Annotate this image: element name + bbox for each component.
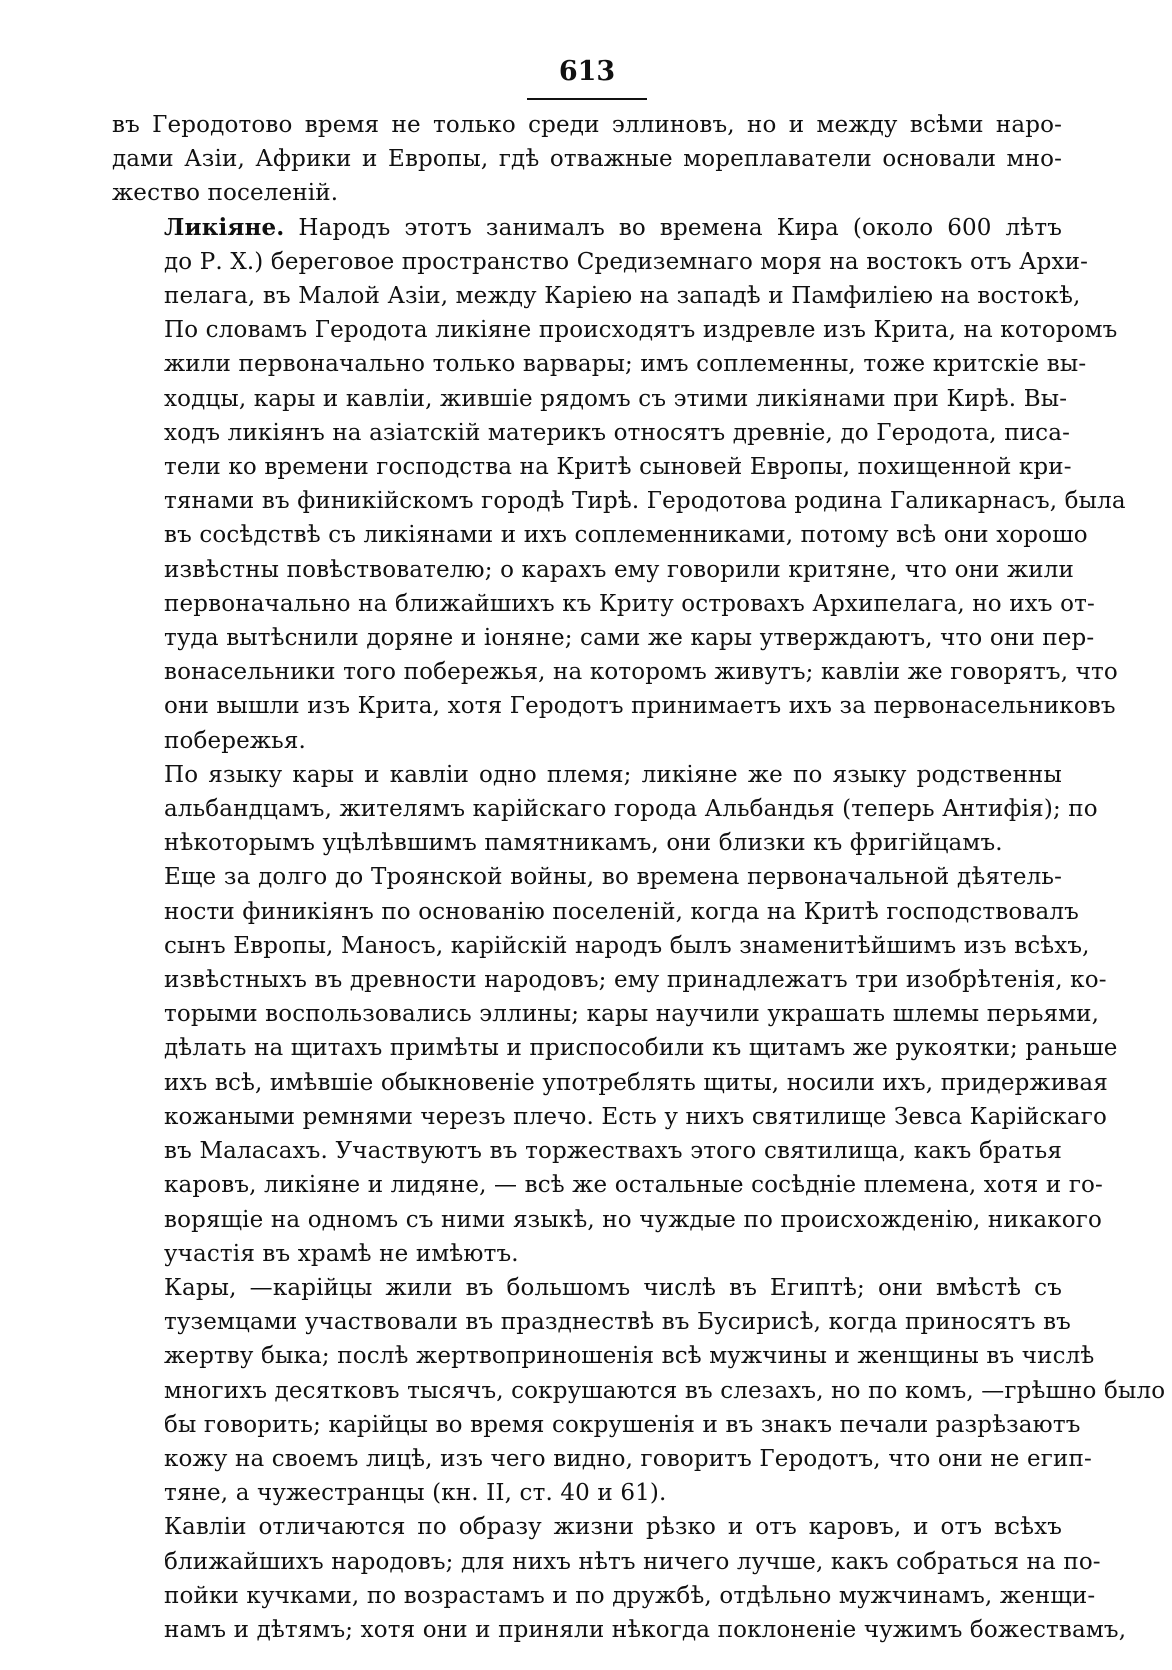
text-line: участія въ храмѣ не имѣютъ. [164,1240,519,1267]
text-line: ности финикіянъ по основанію поселеній, когда на Критѣ господствовалъ [164,898,1079,925]
text-line: намъ и дѣтямъ; хотя они и приняли нѣкогда поклоненіе чужимъ божествамъ, [164,1616,1127,1643]
page [112,55,1166,1647]
text-line: По языку кары и кавліи одно племя; ликіяне же по языку родственны [164,761,1062,788]
text-line: туземцами участвовали въ празднествѣ въ Бусирисѣ, когда приносятъ въ [164,1309,1071,1336]
paragraph [112,108,1062,211]
text-line: многихъ десятковъ тысячъ, сокрушаются въ слезахъ, но по комъ, —грѣшно было [164,1377,1166,1404]
text-line: туда вытѣснили доряне и іоняне; сами же кары утверждаютъ, что они пер- [164,625,1095,652]
text-line: вонасельники того побережья, на которомъ живутъ; кавліи же говорятъ, что [164,659,1118,686]
text-line: Кавліи отличаются по образу жизни рѣзко и отъ каровъ, и отъ всѣхъ [164,1514,1062,1541]
text-line: По словамъ Геродота ликіяне происходятъ издревле изъ Крита, на которомъ [164,317,1118,344]
text-line: сынъ Европы, Маносъ, карійскій народъ былъ знаменитѣйшимъ изъ всѣхъ, [164,932,1090,959]
text-line: тянами въ финикійскомъ городѣ Тирѣ. Геродотова родина Галикарнасъ, была [164,488,1126,515]
body-text [112,108,1166,1647]
header-rule [527,98,647,100]
text-line: бы говорить; карійцы во время сокрушенія и въ знакъ печали разрѣзаютъ [164,1411,1081,1438]
text-line: ближайшихъ народовъ; для нихъ нѣтъ ничего лучше, какъ собраться на по- [164,1548,1101,1575]
text-line: побережья. [164,727,306,754]
text-line: жертву быка; послѣ жертвоприношенія всѣ мужчины и женщины въ числѣ [164,1343,1095,1370]
text-line: ходъ ликіянъ на азіатскій материкъ относятъ древніе, до Геродота, писа- [164,419,1070,446]
line-text: Народъ этотъ занималъ во времена Кира (около 600 лѣтъ [284,214,1062,241]
text-line: первоначально на ближайшихъ къ Криту островахъ Архипелага, но ихъ от- [164,590,1095,617]
text-line: въ сосѣдствѣ съ ликіянами и ихъ соплеменниками, потому всѣ они хорошо [164,522,1088,549]
paragraph [112,860,1118,1270]
text-line: тели ко времени господства на Критѣ сыновей Европы, похищенной кри- [164,454,1072,481]
text-line: пелага, въ Малой Азіи, между Каріею на западѣ и Памфиліею на востокѣ, [164,283,1081,310]
section-lead: Ликіяне. [164,213,285,241]
text-line: дами Азіи, Африки и Европы, гдѣ отважные мореплаватели основали мно- [112,146,1062,173]
text-line: дѣлать на щитахъ примѣты и приспособили къ щитамъ же рукоятки; раньше [164,1035,1118,1062]
page-number [112,55,1062,92]
text-line: ходцы, каpы и кавліи, жившіе рядомъ съ этими ликіянами при Кирѣ. Вы- [164,385,1068,412]
paragraph [112,1510,1127,1647]
text-line: кожу на своемъ лицѣ, изъ чего видно, говоритъ Геродотъ, что они не егип- [164,1445,1092,1472]
text-line [112,211,1062,245]
text-line: въ Геродотово время не только среди эллиновъ, но и между всѣми наро- [112,112,1062,138]
page-number-text: 613 [558,56,616,87]
text-line: нѣкоторымъ уцѣлѣвшимъ памятникамъ, они близки къ фригійцамъ. [164,830,1003,857]
text-line: Кары, —карійцы жили въ большомъ числѣ въ Египтѣ; они вмѣстѣ съ [164,1274,1062,1301]
text-line: ихъ всѣ, имѣвшіе обыкновеніе употреблять щиты, носили ихъ, придерживая [164,1069,1108,1096]
text-line: альбандцамъ, жителямъ карійскаго города Альбандья (теперь Антифія); по [164,796,1098,823]
text-line: извѣстныхъ въ древности народовъ; ему принадлежатъ три изобрѣтенія, ко- [164,967,1107,994]
paragraph [112,758,1098,861]
text-line: жество поселеній. [112,180,339,207]
text-line: въ Маласахъ. Участвуютъ въ торжествахъ этого святилища, какъ братья [164,1138,1062,1165]
text-line: каровъ, ликіяне и лидяне, — всѣ же остальные сосѣдніе племена, хотя и го- [164,1172,1103,1199]
text-line: они вышли изъ Крита, хотя Геродотъ принимаетъ ихъ за первонасельниковъ [164,693,1116,720]
text-line: жили первоначально только варвары; имъ соплеменны, тоже критскіе вы- [164,351,1087,378]
text-line: тяне, а чужестранцы (кн. II, ст. 40 и 61). [164,1480,667,1507]
paragraph [112,1271,1166,1510]
text-line: кожаными ремнями черезъ плечо. Есть у нихъ святилище Зевса Карійскаго [164,1103,1107,1130]
text-line: до Р. Х.) береговое пространство Средиземнаго моря на востокъ отъ Архи- [164,248,1089,275]
text-line: Еще за долго до Троянской войны, во времена первоначальной дѣятель- [164,864,1062,891]
text-line: пойки кучками, по возрастамъ и по дружбѣ, отдѣльно мужчинамъ, женщи- [164,1582,1096,1609]
text-line: торыми воспользовались эллины; кары научили украшать шлемы перьями, [164,1001,1100,1028]
text-line: извѣстны повѣствователю; о карахъ ему говорили критяне, что они жили [164,556,1075,583]
text-line: ворящіе на одномъ съ ними языкѣ, но чуждые по происхожденію, никакого [164,1206,1102,1233]
paragraph [112,211,1126,758]
